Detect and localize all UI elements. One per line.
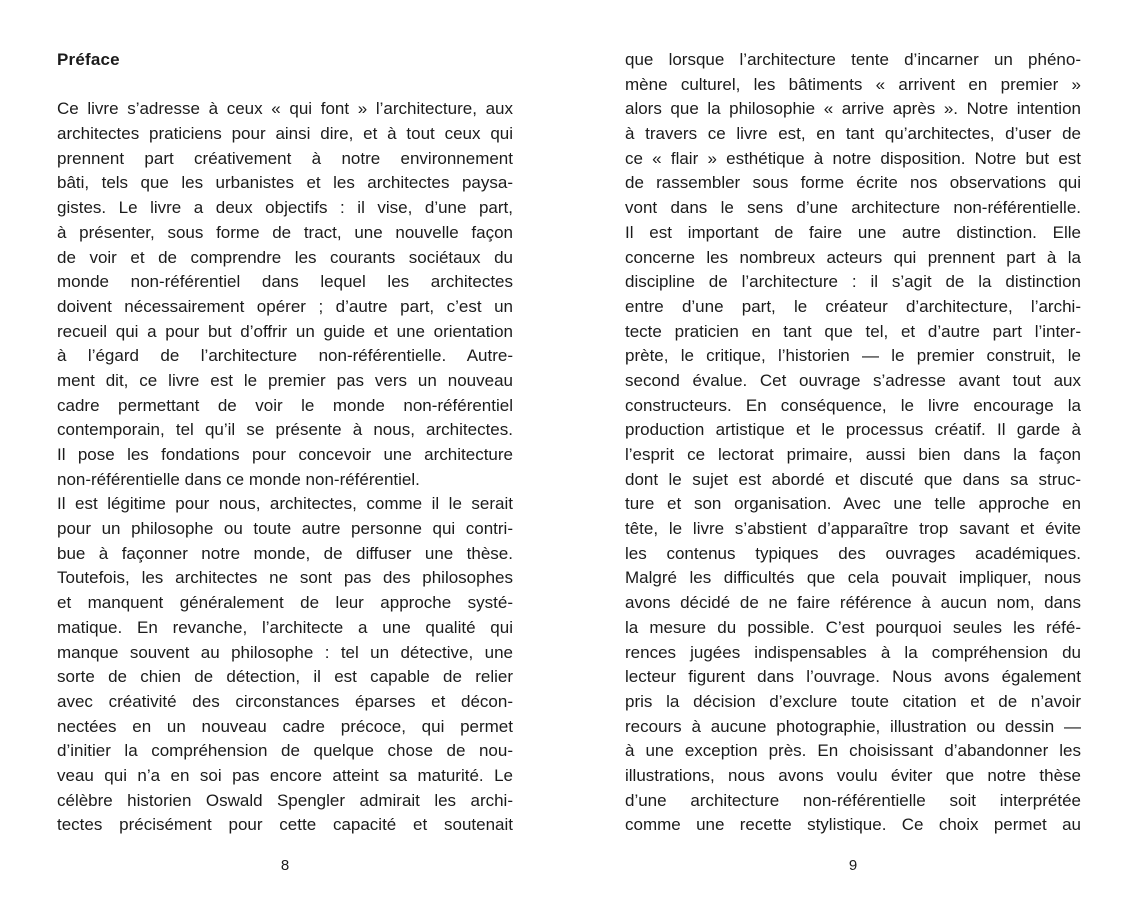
text-line: d’une architecture non-référentielle soit interprétée <box>625 790 1081 810</box>
text-line: manque souvent au philosophe : tel un détective, une <box>57 642 513 662</box>
text-line: illustrations, nous avons voulu éviter que notre thèse <box>625 765 1081 785</box>
text-line: dont le sujet est abordé et discuté que dans sa struc- <box>625 469 1081 489</box>
text-line: doivent nécessairement opérer ; d’autre part, c’est un <box>57 296 513 316</box>
text-line: sorte de chien de détection, il est capable de relier <box>57 667 513 687</box>
text-line: à une exception près. En choisissant d’abandonner les <box>625 741 1081 761</box>
text-line: d’initier la compréhension de quelque chose de nou- <box>57 741 513 761</box>
text-line: de rassembler sous forme écrite nos observations qui <box>625 173 1081 193</box>
text-line: à travers ce livre est, en tant qu’architectes, d’user de <box>625 124 1081 144</box>
text-line: avons décidé de ne faire référence à aucun nom, dans <box>625 593 1081 613</box>
text-line: les contenus typiques des ouvrages académiques. <box>625 543 1081 563</box>
text-line: recueil qui a pour but d’offrir un guide et une orientation <box>57 321 513 341</box>
text-line: tecte praticien en tant que tel, et d’autre part l’inter- <box>625 321 1081 341</box>
text-line: second évalue. Cet ouvrage s’adresse avant tout aux <box>625 370 1081 390</box>
text-line: cadre permettant de voir le monde non-référentiel <box>57 395 513 415</box>
text-line: monde non-référentiel dans lequel les architectes <box>57 272 513 292</box>
left-page-text-block <box>57 48 513 838</box>
text-line: Il est important de faire une autre distinction. Elle <box>625 222 1081 242</box>
text-line: ce « flair » esthétique à notre disposition. Notre but est <box>625 148 1081 168</box>
right-page-lines <box>625 48 1081 838</box>
text-line: rences jugées indispensables à la compréhension du <box>625 642 1081 662</box>
text-line: tête, le livre s’abstient d’apparaître trop savant et évite <box>625 519 1081 539</box>
text-line: de voir et de comprendre les courants sociétaux du <box>57 247 513 267</box>
text-line: vont dans le sens d’une architecture non-référentielle. <box>625 198 1081 218</box>
text-line: non-référentielle dans ce monde non-référentiel. <box>57 469 420 489</box>
text-line: contemporain, tel qu’il se présente à nous, architectes. <box>57 420 513 440</box>
preface-heading: Préface <box>57 50 120 69</box>
text-line: nectées en un nouveau cadre précoce, qui permet <box>57 716 513 736</box>
text-line: prennent part créativement à notre environnement <box>57 148 513 168</box>
text-line: ment dit, ce livre est le premier pas vers un nouveau <box>57 370 513 390</box>
text-line: tectes précisément pour cette capacité et soutenait <box>57 815 513 835</box>
text-line: matique. En revanche, l’architecte a une qualité qui <box>57 617 513 637</box>
text-line: pour un philosophe ou toute autre personne qui contri- <box>57 519 513 539</box>
text-line: Il pose les fondations pour concevoir une architecture <box>57 445 513 465</box>
text-line: discipline de l’architecture : il s’agit de la distinction <box>625 272 1081 292</box>
text-line: constructeurs. En conséquence, le livre encourage la <box>625 395 1081 415</box>
text-line: Ce livre s’adresse à ceux « qui font » l’architecture, aux <box>57 99 513 119</box>
text-line: la mesure du possible. C’est pourquoi seules les réfé- <box>625 617 1081 637</box>
left-page-lines <box>57 97 513 838</box>
right-page-number: 9 <box>848 857 858 874</box>
text-line: Il est légitime pour nous, architectes, comme il le serait <box>57 494 513 514</box>
text-line: prète, le critique, l’historien — le premier construit, le <box>625 346 1081 366</box>
text-line: Malgré les difficultés que cela pouvait impliquer, nous <box>625 568 1081 588</box>
text-line: célèbre historien Oswald Spengler admirait les archi- <box>57 790 513 810</box>
text-line: concerne les nombreux acteurs qui prennent part à la <box>625 247 1081 267</box>
text-line: veau qui n’a en soi pas encore atteint sa maturité. Le <box>57 765 513 785</box>
text-line: lecteur figurent dans l’ouvrage. Nous avons également <box>625 667 1081 687</box>
text-line: production artistique et le processus créatif. Il garde à <box>625 420 1081 440</box>
text-line: bue à façonner notre monde, de diffuser une thèse. <box>57 543 513 563</box>
text-line: ture et son organisation. Avec une telle approche en <box>625 494 1081 514</box>
text-line: et manquent généralement de leur approche systé- <box>57 593 513 613</box>
right-page-text-block <box>625 48 1081 838</box>
text-line: recours à aucune photographie, illustration ou dessin — <box>625 716 1081 736</box>
text-line: à présenter, sous forme de tract, une nouvelle façon <box>57 222 513 242</box>
text-line: avec créativité des circonstances éparses et décon- <box>57 691 513 711</box>
text-line: comme une recette stylistique. Ce choix permet au <box>625 815 1081 835</box>
left-page-number: 8 <box>280 857 290 874</box>
text-line: alors que la philosophie « arrive après ». Notre intention <box>625 99 1081 119</box>
text-line: gistes. Le livre a deux objectifs : il vise, d’une part, <box>57 198 513 218</box>
text-line: l’esprit ce lectorat primaire, aussi bien dans la façon <box>625 445 1081 464</box>
text-line: architectes praticiens pour ainsi dire, et à tout ceux qui <box>57 124 513 144</box>
text-line: bâti, tels que les urbanistes et les architectes paysa- <box>57 173 513 193</box>
text-line: entre d’une part, le créateur d’architecture, l’archi- <box>625 296 1081 316</box>
text-line: Toutefois, les architectes ne sont pas des philosophes <box>57 568 513 588</box>
text-line: que lorsque l’architecture tente d’incarner un phéno- <box>625 50 1081 69</box>
text-line: mène culturel, les bâtiments « arrivent en premier » <box>625 74 1081 94</box>
text-line: pris la décision d’exclure toute citation et de n’avoir <box>625 691 1081 711</box>
text-line: à l’égard de l’architecture non-référentielle. Autre- <box>57 346 513 366</box>
